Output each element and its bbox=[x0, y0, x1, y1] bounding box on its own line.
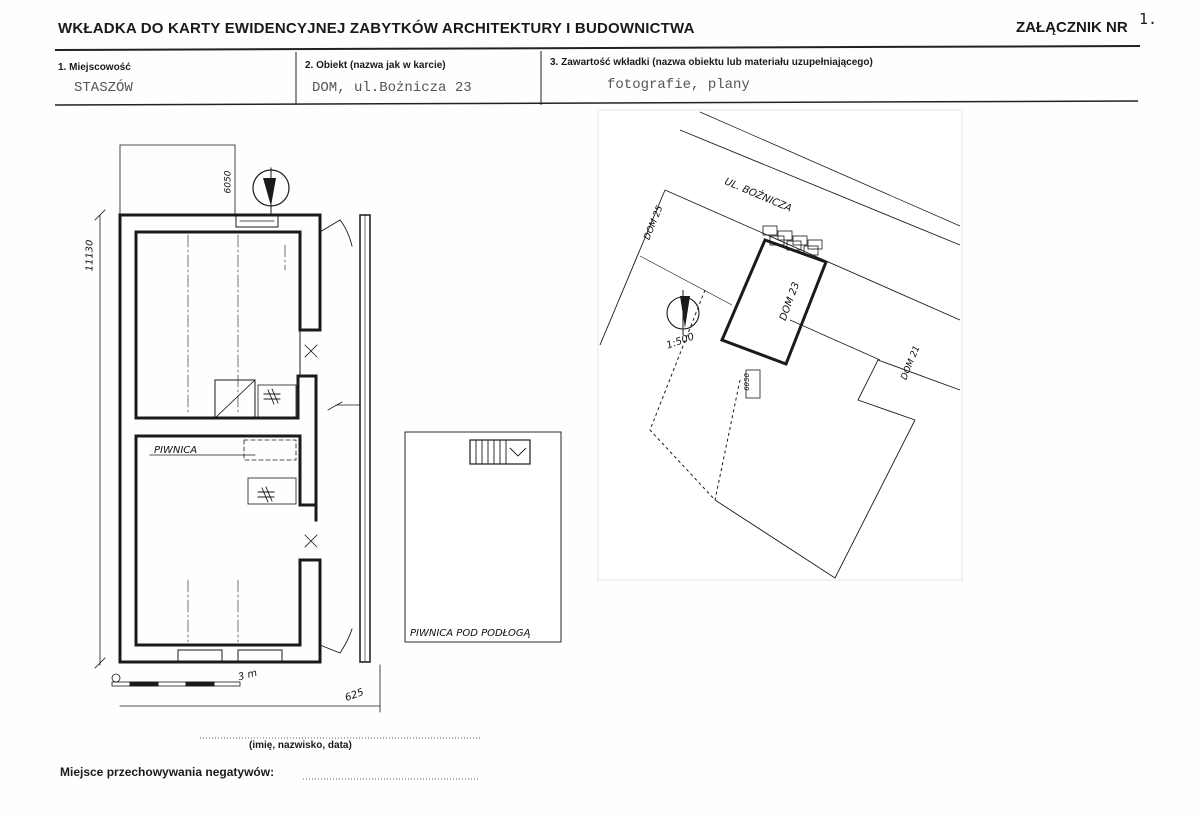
plan-dim-side: 11130 bbox=[84, 239, 96, 272]
name-caption: (imię, nazwisko, data) bbox=[249, 740, 352, 751]
site-scale-label: 1:500 bbox=[664, 331, 696, 352]
field-value-contents: fotografie, plany bbox=[607, 77, 750, 93]
attachment-number: 1. bbox=[1139, 10, 1158, 28]
field-label-contents: 3. Zawartość wkładki (nazwa obiektu lub materiału uzupełniającego) bbox=[550, 57, 873, 68]
field-value-locality: STASZÓW bbox=[74, 80, 133, 96]
field-value-object: DOM, ul.Bożnicza 23 bbox=[312, 80, 472, 96]
form-title: WKŁADKA DO KARTY EWIDENCYJNEJ ZABYTKÓW ARCHITEKTURY I BUDOWNICTWA bbox=[58, 20, 695, 37]
site-plan-paper bbox=[598, 110, 962, 580]
section-caption: PIWNICA POD PODŁOGĄ bbox=[410, 628, 531, 639]
cellar-label: PIWNICA bbox=[154, 445, 198, 456]
plan-dim-bottom: 625 bbox=[343, 687, 366, 704]
field-label-object: 2. Obiekt (nazwa jak w karcie) bbox=[305, 60, 446, 71]
field-label-locality: 1. Miejscowość bbox=[58, 62, 131, 73]
attachment-label: ZAŁĄCZNIK NR bbox=[1016, 19, 1128, 36]
house-21-label: DOM 21 bbox=[899, 344, 923, 382]
form-rules bbox=[55, 46, 1140, 105]
floor-plan bbox=[95, 145, 380, 712]
negatives-label: Miejsce przechowywania negatywów: bbox=[60, 765, 275, 779]
plan-dim-top: 6050 bbox=[223, 170, 234, 194]
house-23-label: DOM 23 bbox=[778, 280, 803, 323]
house-25-label: DOM 25 bbox=[642, 204, 666, 242]
street-name: UL. BOŻNICZA bbox=[722, 176, 794, 215]
scale-bar-label: 3 m bbox=[236, 667, 259, 684]
site-dim-label: 6050 bbox=[742, 373, 751, 391]
